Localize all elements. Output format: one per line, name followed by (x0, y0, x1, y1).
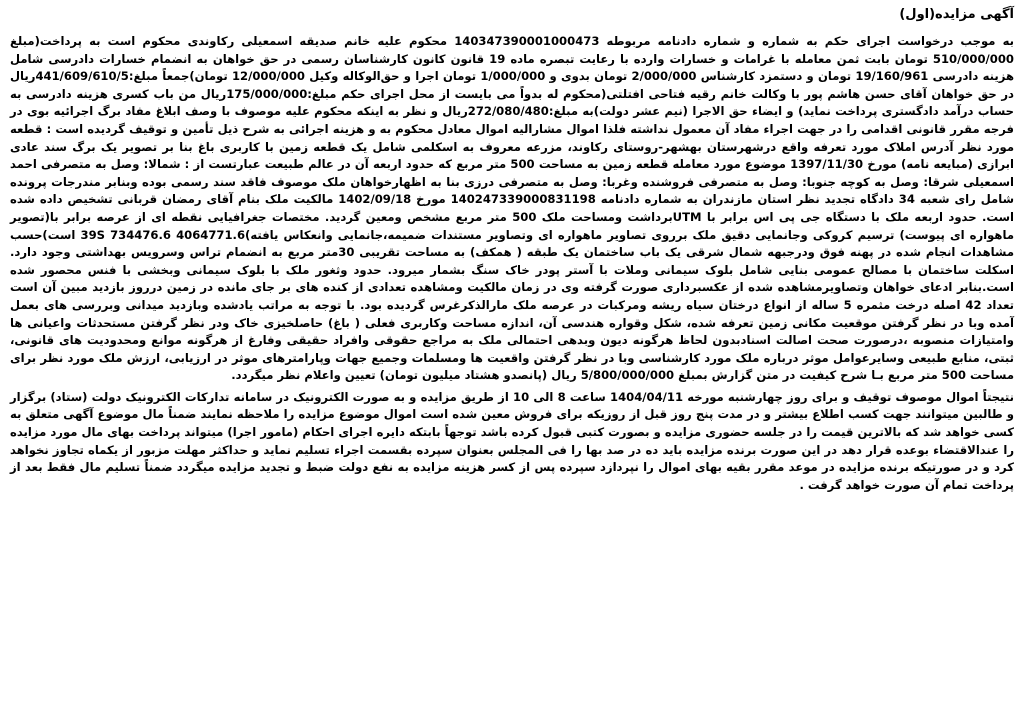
notice-body-paragraph-1: به موجب درخواست اجرای حکم به شماره و شماره دادنامه مربوطه 140347390001000473 محکوم علیه خانم صدیقه اسمعیلی رکاوندی محکوم است به پرداخت(مبلغ 510/000/000 تومان بابت ثمن معامله با غرامات و خسارات وارده با رعایت تبصره ماده 19 قانون کانون کارشناسان رسمی در حق خواهان به انضمام خسارات دادرسی شامل هزینه دادرسی 19/160/961 تومان و دستمزد کارشناس 2/000/000 تومان بدوی و 1/000/000 تومان اجرا و حق‌الوکاله وکیل 12/000/000 تومان)جمعاً مبلغ:441/609/610/5ریال در حق خواهان آقای حسن هاشم پور با وکالت خانم رقیه فتاحی افتلتی(محکوم له بدواً می بایست از محل اجرای حکم مبلغ:175/000/000ریال من باب کسری هزینه دادرسی به حساب درآمد دادگستری پرداخت نماید) و ایضاء حق الاجرا (نیم عشر دولت)به مبلغ:272/080/480ریال و نظر به اینکه محکوم علیه موصوف با وصف ابلاغ مفاد برگ اجرائیه بوی در فرجه مقرر قانونی اقدامی را در جهت اجراء مفاد آن معمول نداشته فلذا اموال مشارالیه اموال معادل محکوم به و هزینه اجرائی به شرح ذیل تأمین و توقیف گردیده است : قطعه مورد نظر آدرس املاک مورد تعرفه واقع درشهرستان بهشهر-روستای رکاوند، مزرعه معروف به اسکلمی شامل یک قطعه زمین با کاربری باغ بنا بر تصویر یک برگ سند عادی ابرازی (مبایعه نامه) مورخ 1397/11/30 موضوع مورد معامله قطعه زمین به مساحت 500 متر مربع که حدود اربعه آن در عالم طبیعت عبارتست از : شمالا: وصل به متصرفی احمد اسمعیلی شرقا: وصل به کوچه جنوبا: وصل به متصرفی فروشنده وغربا: وصل به متصرفی درزی بنا به اظهارخواهان ملک موصوف فاقد سند رسمی بوده وبنابر مندرجات پرونده شامل رای شعبه 34 دادگاه تجدید نظر استان مازندران به شماره دادنامه 140247339000831198 مورخ 1402/09/18 مالکیت ملک بنام آقای رمضان قربانی تشخیص داده شده است. حدود اربعه ملک با دستگاه جی پی اس برابر با UTMبرداشت ومساحت ملک 500 متر مربع مشخص ومعین گردید. مختصات جغرافیایی نقطه ای از عرصه برابر با(تصویر ماهواره ای پیوست) ترسیم کروکی وجانمایی دقیق ملک برروی تصاویر ماهواره ای وتصاویر مستندات ضمیمه،جانمایی وانعکاس یافته)39S 734476.6 4064771.6 است)حسب مشاهدات انجام شده در پهنه فوق ودرجبهه شمال شرقی یک باب ساختمان یک طبقه ( همکف) به مساحت تقریبی 30متر مربع به انضمام تراس وسرویس بهداشتی وجود دارد. اسکلت ساختمان با مصالح عمومی بنایی شامل بلوک سیمانی وملات با آستر پودر خاک سنگ بشمار میرود. حدود وثغور ملک با بلوک سیمانی وبخشی با فنس محصور شده است.بنابر ادعای خواهان وتصاویرمشاهده شده از عکسبرداری صورت گرفته وی در زمان مالکیت ومشاهده تعدادی از کنده های بر جای مانده در زمین درروز بازدید مبین آن است تعداد 42 اصله درخت مثمره 5 ساله از انواع درختان سیاه ریشه ومرکبات در عرصه ملک مارالذکرغرس گردیده بود. با توجه به مراتب یادشده وبازدید میدانی وبررسی های بعمل آمده وبا در نظر گرفتن موقعیت مکانی زمین تعرفه شده، شکل وقواره هندسی آن، اندازه مساحت وکاربری فعلی ( باغ) حاصلخیزی خاک ودر نظر گرفتن مستحدثات واعیانی ها وامتیازات منصوبه ،درصورت صحت اصالت اسنادبدون لحاظ هرگونه دیون وبدهی احتمالی ملک به مراجع حقوقی وافراد حقیقی وفارغ از هرگونه موانع ومحدودیت های قانونی، ثبتی، منابع طبیعی وسایرعوامل موثر درباره ملک مورد کارشناسی وبا در نظر گرفتن واقعیت ها ومسلمات وجمیع جهات وپارامترهای موثر در ارزیابی، ارزش ملک مورد نظر برای مساحت 500 متر مربع بـا شرح کیفیت در متن گزارش بمبلغ 5/800/000/000 ریال (پانصدو هشتاد میلیون تومان) تعیین واعلام نظر میگردد. (10, 34, 1015, 383)
notice-title: آگهی مزایده(اول) (899, 7, 1014, 22)
notice-body-paragraph-2: نتیجتاً اموال موصوف توقیف و برای روز چهارشنبه مورخه 1404/04/11 ساعت 8 الی 10 از طریق مزایده و به صورت الکترونیک در سامانه تدارکات الکترونیک دولت (ستاد) برگزار و طالبین میتوانند جهت کسب اطلاع بیشتر و در مدت پنج روز قبل از روزیکه برای فروش معین شده است اموال موضوع مزایده را ملاحظه نمایند ضمناً مال موضوع آگهی متعلق به کسی خواهد شد که بالاترین قیمت را در جلسه حضوری مزایده و بصورت کتبی قبول کرده باشد توجهاً بابتکه دایره اجرای احکام (مامور اجرا) میتواند پرداخت بهای مال مورد مزایده را عندالاقتضاء بوعده قرار دهد در این صورت برنده مزایده باید ده در صد بها را فی المجلس بعنوان سپرده بقسمت اجراء تسلیم نماید و حداکثر مهلت مزبور از یکماه تجاوز نخواهد کرد و در صورتیکه برنده مزایده در موعد مقرر بقیه بهای اموال را نپردازد سپرده پس از کسر هزینه مزایده به نفع دولت ضبط و تجدید مزایده میگردد ضمناً تسلیم مال فقط بعد از پرداخت تمام آن صورت خواهد گرفت . (10, 389, 1014, 492)
